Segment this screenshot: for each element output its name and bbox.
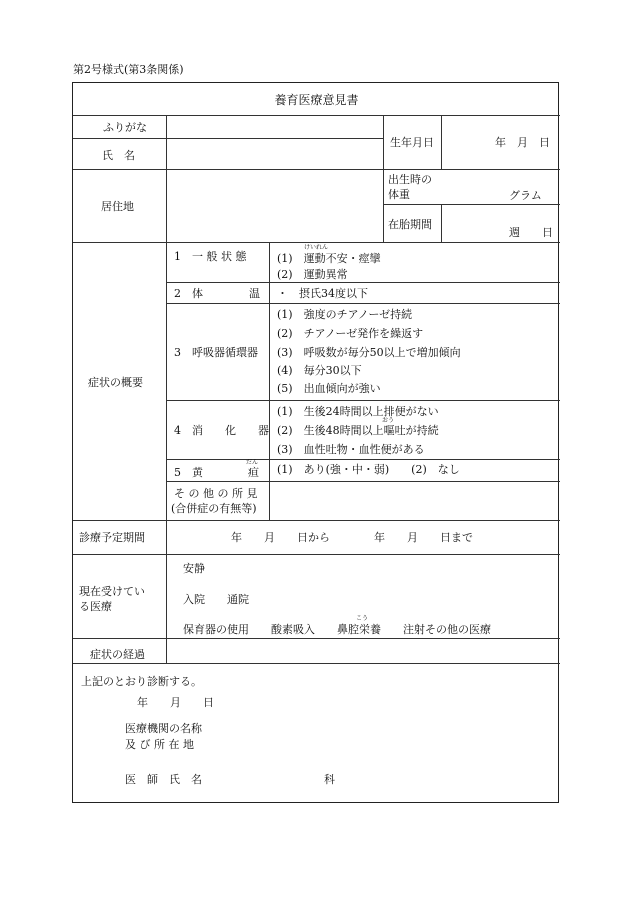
birthdate-label: 生年月日 — [390, 136, 434, 149]
digestive-item-3: (3) 血性吐物・血性便がある — [277, 443, 425, 456]
diagnosis-statement: 上記のとおり診断する。 — [81, 675, 202, 688]
diagnosis-date: 年 月 日 — [137, 696, 214, 709]
treatment-period-value: 年 月 日から 年 月 日まで — [231, 531, 473, 544]
divider — [166, 242, 167, 520]
ruby: こう — [356, 615, 369, 622]
temperature-label-suffix: 温 — [249, 287, 260, 300]
department-label: 科 — [324, 773, 335, 786]
care-rest: 安静 — [183, 562, 205, 575]
treatment-period-label: 診療予定期間 — [79, 531, 145, 544]
divider — [166, 303, 560, 304]
birth-weight-label-2: 体重 — [388, 188, 410, 201]
general-condition-label: 1 一 般 状 態 — [174, 250, 247, 263]
divider — [166, 282, 560, 283]
divider — [73, 520, 560, 521]
temperature-item: ・ 摂氏34度以下 — [277, 287, 368, 300]
respiratory-item-5: (5) 出血傾向が強い — [277, 382, 381, 395]
temperature-label: 2 体 — [174, 287, 203, 300]
divider — [441, 115, 442, 169]
gestation-value: 週 日 — [509, 226, 553, 239]
name-label: 氏 名 — [102, 149, 135, 162]
doctor-name-label: 医 師 氏 名 — [125, 773, 202, 786]
respiratory-item-2: (2) チアノーゼ発作を繰返す — [277, 327, 424, 340]
gestation-label: 在胎期間 — [388, 218, 432, 231]
other-findings-label-1: そ の 他 の 所 見 — [174, 487, 258, 500]
digestive-label: 4 消 化 器 — [174, 424, 269, 437]
medical-opinion-form — [72, 82, 559, 803]
divider — [166, 520, 167, 663]
divider — [269, 242, 270, 520]
general-item-1: (1) 運動不安・痙攣 — [277, 252, 381, 265]
address-label: 居住地 — [101, 200, 134, 213]
institution-label-1: 医療機関の名称 — [125, 722, 202, 735]
divider — [73, 638, 560, 639]
care-hospital: 入院 通院 — [183, 593, 249, 606]
birth-weight-label-1: 出生時の — [388, 173, 432, 186]
respiratory-label: 3 呼吸器循環器 — [174, 346, 258, 359]
furigana-label: ふりがな — [103, 121, 147, 134]
divider — [73, 663, 560, 664]
divider — [73, 138, 383, 139]
gram-unit: グラム — [509, 189, 542, 202]
care-equipment: 保育器の使用 酸素吸入 鼻腔栄養 注射その他の医療 — [183, 623, 491, 636]
current-care-label-1: 現在受けてい — [79, 585, 145, 598]
digestive-item-2: (2) 生後48時間以上嘔吐が持続 — [277, 424, 439, 437]
other-findings-label-2: (合併症の有無等) — [171, 502, 257, 515]
current-care-label-2: る医療 — [79, 600, 112, 613]
respiratory-item-1: (1) 強度のチアノーゼ持続 — [277, 308, 413, 321]
divider — [166, 400, 560, 401]
birthdate-value: 年 月 日 — [495, 136, 550, 149]
symptom-progress-label: 症状の経過 — [90, 648, 145, 661]
ruby: だん — [246, 459, 259, 466]
form-title: 養育医療意見書 — [274, 93, 359, 107]
divider — [73, 115, 560, 116]
form-number-label: 第2号様式(第3条関係) — [73, 63, 184, 76]
divider — [383, 204, 560, 205]
divider — [73, 169, 560, 170]
divider — [441, 204, 442, 242]
digestive-item-1: (1) 生後24時間以上排便がない — [277, 405, 439, 418]
divider — [73, 242, 560, 243]
general-item-2: (2) 運動異常 — [277, 268, 348, 281]
respiratory-item-3: (3) 呼吸数が毎分50以上で増加傾向 — [277, 346, 461, 359]
ruby: けいれん — [304, 244, 329, 251]
divider — [73, 554, 560, 555]
institution-label-2: 及 び 所 在 地 — [125, 738, 194, 751]
respiratory-item-4: (4) 毎分30以下 — [277, 364, 362, 377]
divider — [166, 459, 560, 460]
symptoms-overview-label: 症状の概要 — [88, 376, 143, 389]
jaundice-label: 5 黄 — [174, 466, 203, 479]
divider — [166, 115, 167, 242]
jaundice-item: (1) あり(強・中・弱) (2) なし — [277, 463, 460, 476]
ruby: おう — [382, 417, 395, 424]
divider — [166, 481, 560, 482]
divider — [383, 115, 384, 242]
jaundice-label-suffix: 疸 — [248, 466, 259, 479]
